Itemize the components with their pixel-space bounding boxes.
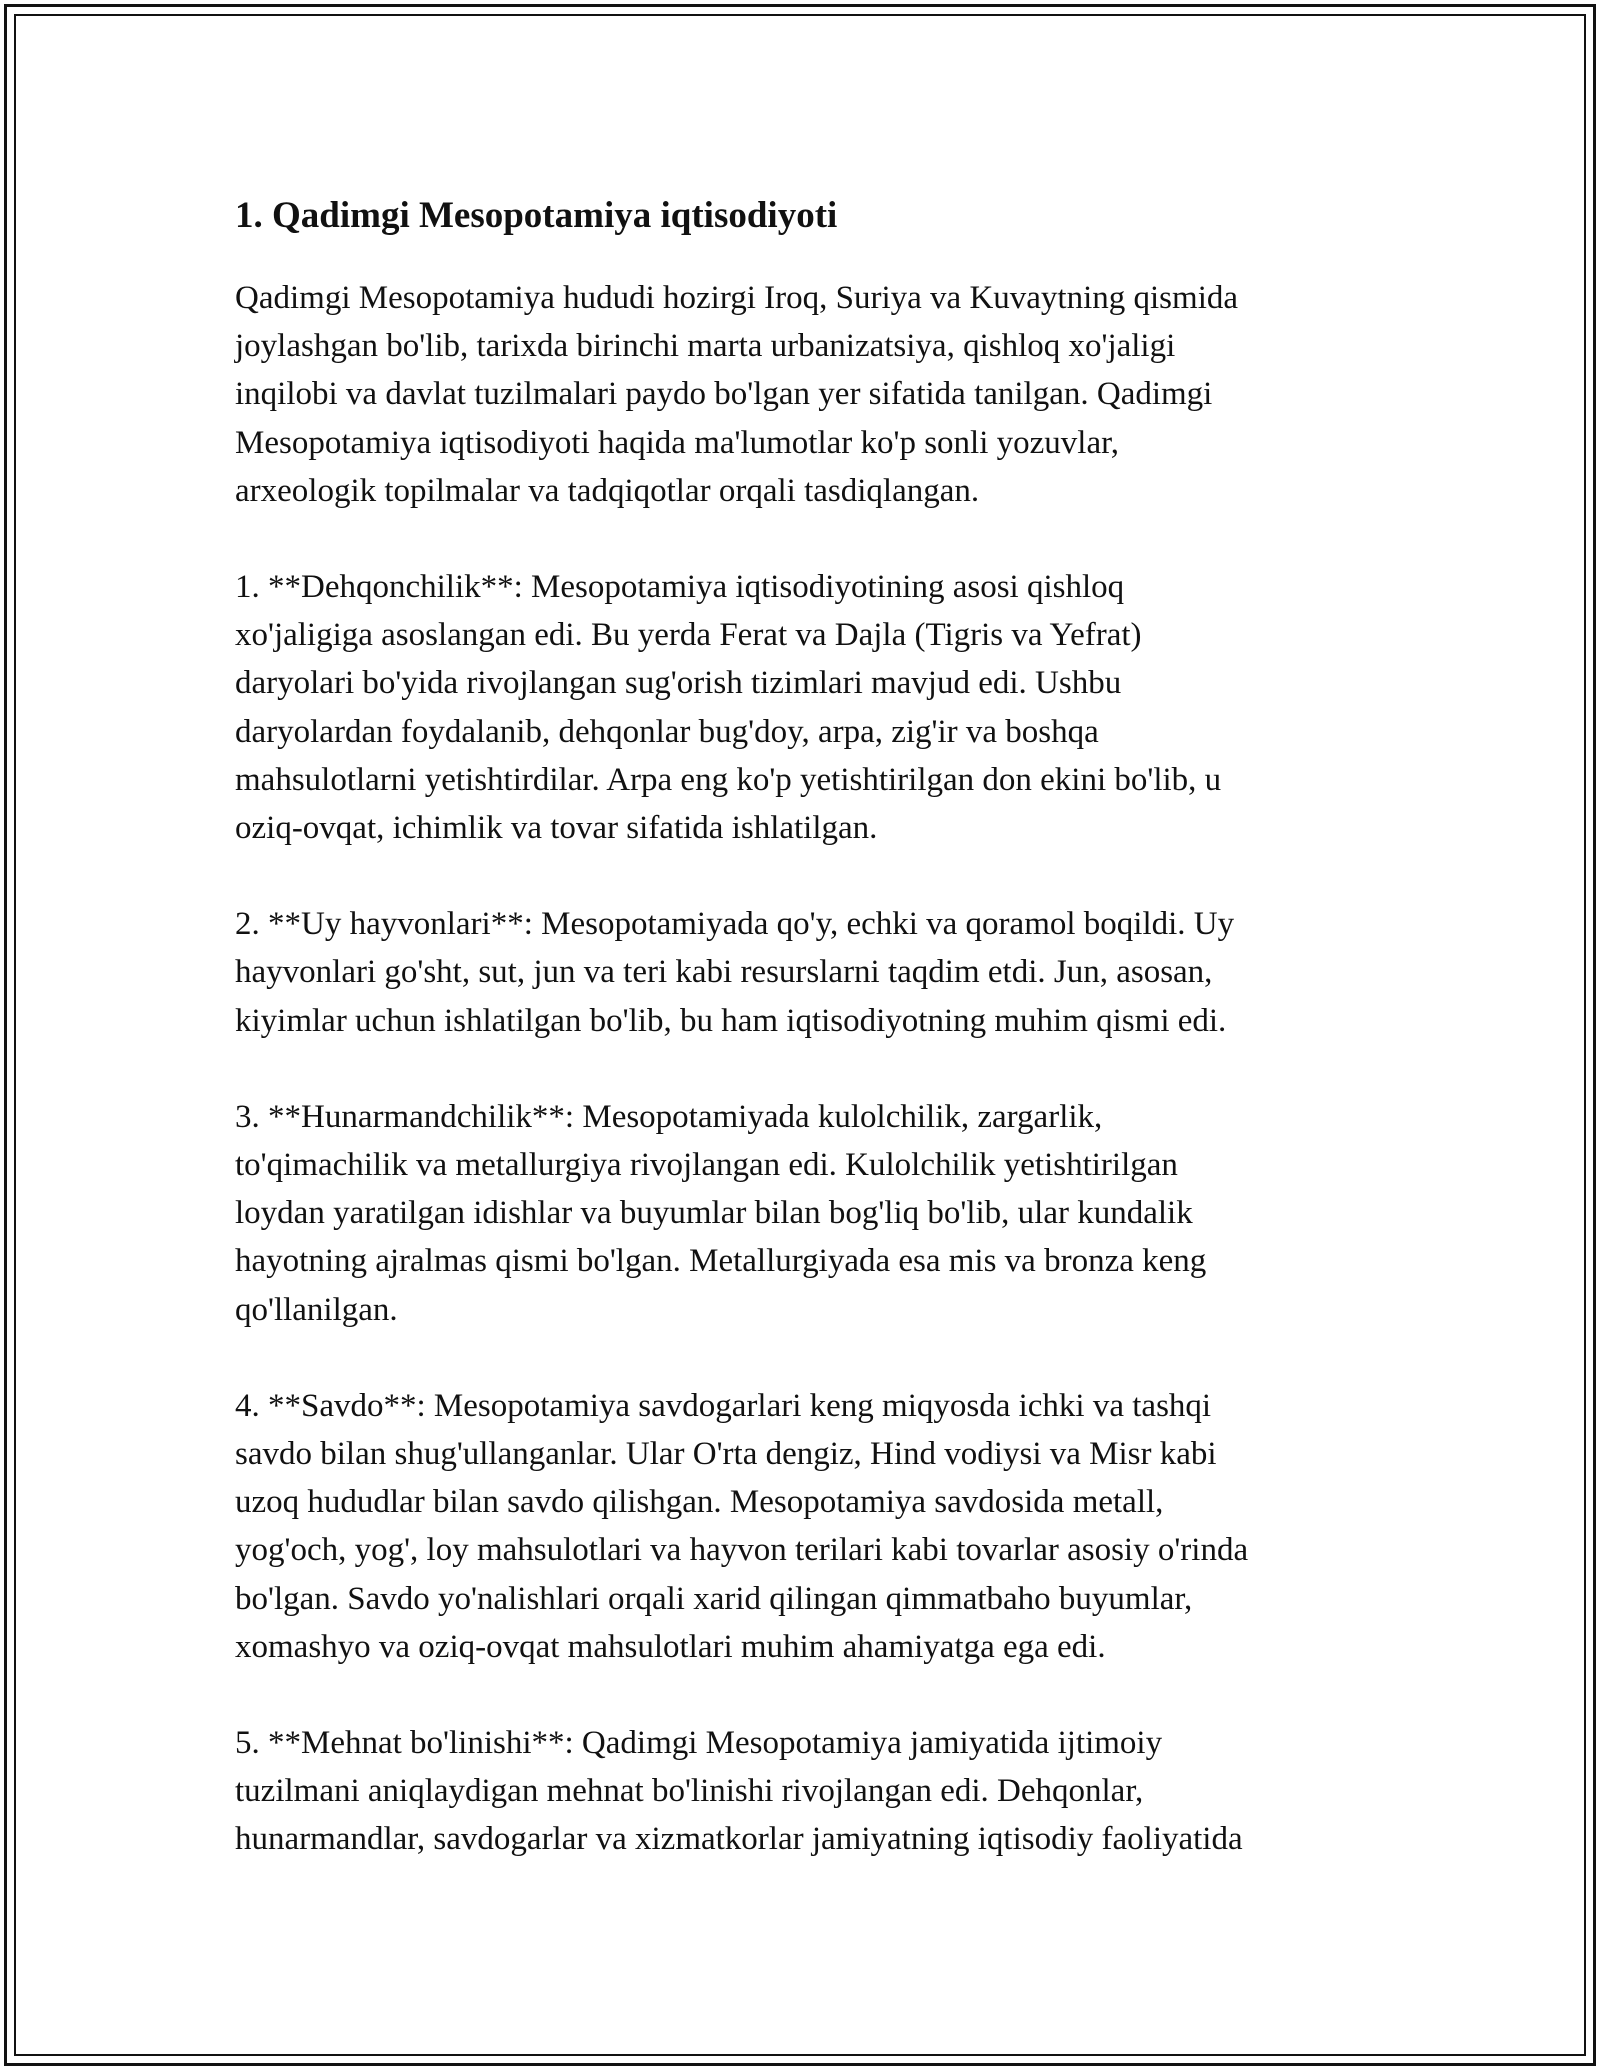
- document-body: [235, 188, 1375, 1912]
- paragraph-hunarmandchilik: 3. **Hunarmandchilik**: Mesopotamiyada kulolchilik, zargarlik, to'qimachilik va metallurgiya rivojlangan edi. Kulolchilik yetishtirilgan loydan yaratilgan idishlar va buyumlar bilan bog'liq bo'lib, ular kundalik hayotning ajralmas qismi bo'lgan. Metallurgiyada esa mis va bronza keng qo'llanilgan.: [235, 1098, 1207, 1328]
- paragraph-intro: Qadimgi Mesopotamiya hududi hozirgi Iroq, Suriya va Kuvaytning qismida joylashgan bo'lib, tarixda birinchi marta urbanizatsiya, qishloq xo'jaligi inqilobi va davlat tuzilmalari paydo bo'lgan yer sifatida tanilgan. Qadimgi Mesopotamiya iqtisodiyoti haqida ma'lumotlar ko'p sonli yozuvlar, arxeologik topilmalar va tadqiqotlar orqali tasdiqlangan.: [235, 280, 1239, 509]
- paragraph-savdo: 4. **Savdo**: Mesopotamiya savdogarlari keng miqyosda ichki va tashqi savdo bilan shug'ullanganlar. Ular O'rta dengiz, Hind vodiysi va Misr kabi uzoq hududlar bilan savdo qilishgan. Mesopotamiya savdosida metall, yog'och, yog', loy mahsulotlari va hayvon terilari kabi tovarlar asosiy o'rinda bo'lgan. Savdo yo'nalishlari orqali xarid qilingan qimmatbaho buyumlar, xomashyo va oziq-ovqat mahsulotlari muhim ahamiyatga ega edi.: [235, 1387, 1249, 1665]
- paragraph-uy-hayvonlari: 2. **Uy hayvonlari**: Mesopotamiyada qo'y, echki va qoramol boqildi. Uy hayvonlari go'sht, sut, jun va teri kabi resurslarni taqdim etdi. Jun, asosan, kiyimlar uchun ishlatilgan bo'lib, bu ham iqtisodiyotning muhim qismi edi.: [235, 906, 1235, 1039]
- section-heading: 1. Qadimgi Mesopotamiya iqtisodiyoti: [235, 195, 838, 236]
- paragraph-dehqonchilik: 1. **Dehqonchilik**: Mesopotamiya iqtisodiyotining asosi qishloq xo'jaligiga asoslangan edi. Bu yerda Ferat va Dajla (Tigris va Yefrat) daryolari bo'yida rivojlangan sug'orish tizimlari mavjud edi. Ushbu daryolardan foydalanib, dehqonlar bug'doy, arpa, zig'ir va boshqa mahsulotlarni yetishtirdilar. Arpa eng ko'p yetishtirilgan don ekini bo'lib, u oziq-ovqat, ichimlik va tovar sifatida ishlatilgan.: [235, 569, 1222, 847]
- paragraph-mehnat-bolinishi: 5. **Mehnat bo'linishi**: Qadimgi Mesopotamiya jamiyatida ijtimoiy tuzilmani aniqlaydigan mehnat bo'linishi rivojlangan edi. Dehqonlar, hunarmandlar, savdogarlar va xizmatkorlar jamiyatning iqtisodiy faoliyatida: [235, 1725, 1243, 1858]
